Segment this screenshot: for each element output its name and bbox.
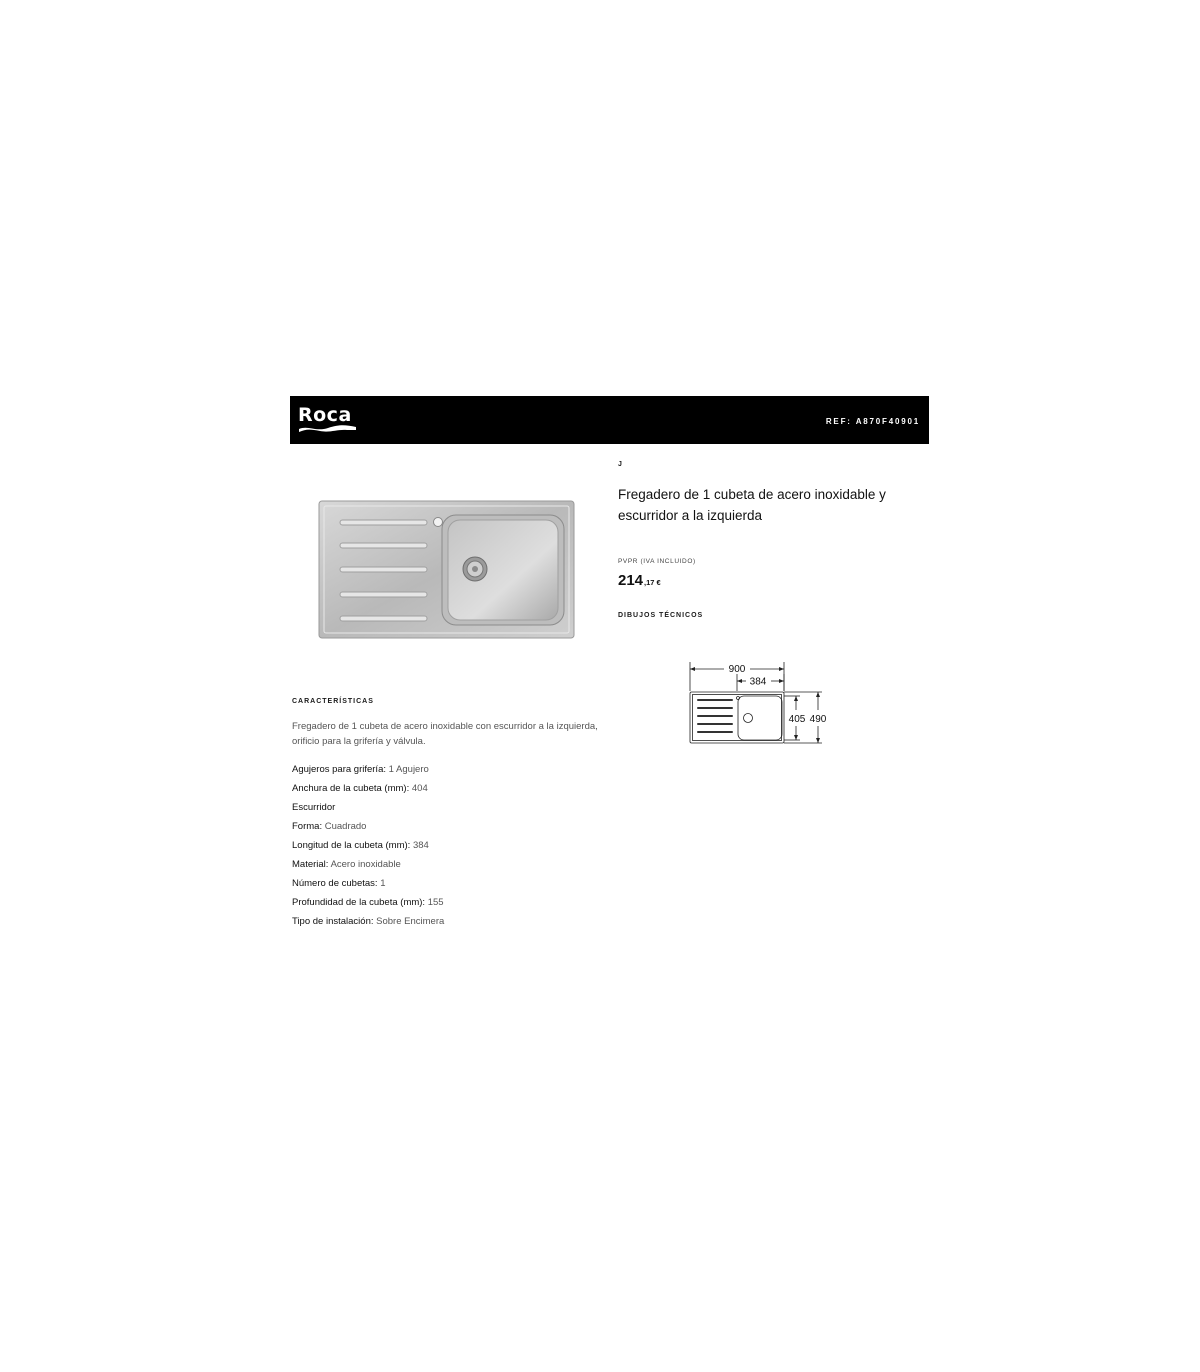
spec-item <box>292 858 444 877</box>
features-heading: CARACTERÍSTICAS <box>292 698 374 705</box>
dim-total-height: 490 <box>809 714 827 725</box>
spec-key: Tipo de instalación: <box>292 916 374 927</box>
spec-value: Sobre Encimera <box>376 916 445 927</box>
price <box>618 572 661 589</box>
spec-key: Longitud de la cubeta (mm): <box>292 840 411 851</box>
spec-key: Número de cubetas: <box>292 878 378 889</box>
spec-key: Anchura de la cubeta (mm): <box>292 783 410 794</box>
spec-value: 404 <box>411 783 428 794</box>
wave-icon <box>298 404 360 434</box>
roca-logo[interactable] <box>298 404 360 434</box>
spec-value: 1 Agujero <box>388 764 429 775</box>
price-label: PVPR (IVA INCLUIDO) <box>618 558 696 565</box>
dim-bowl-width: 384 <box>749 676 767 688</box>
spec-value: 384 <box>412 840 429 851</box>
spec-key: Forma: <box>292 821 323 832</box>
product-title: Fregadero de 1 cubeta de acero inoxidable y escurridor a la izquierda <box>618 487 886 523</box>
dim-total-width: 900 <box>728 664 746 675</box>
spec-value: 1 <box>380 878 386 889</box>
spec-item <box>292 915 444 934</box>
spec-item <box>292 877 444 896</box>
spec-key: Escurridor <box>292 802 336 813</box>
ref-value: A870F40901 <box>855 417 920 426</box>
spec-item <box>292 839 444 858</box>
spec-key: Profundidad de la cubeta (mm): <box>292 897 426 908</box>
ref-label: REF: <box>825 417 852 426</box>
price-decimals: ,17 € <box>644 578 661 587</box>
spec-item <box>292 782 444 801</box>
spec-list <box>292 763 444 934</box>
brand-name: Roca <box>298 404 352 426</box>
technical-drawing <box>684 658 834 750</box>
spec-item <box>292 763 444 782</box>
spec-value: Acero inoxidable <box>330 859 401 870</box>
spec-value: 155 <box>427 897 444 908</box>
spec-item <box>292 820 444 839</box>
spec-key: Agujeros para grifería: <box>292 764 386 775</box>
spec-item <box>292 896 444 915</box>
header-bar <box>290 396 929 444</box>
spec-item <box>292 801 444 820</box>
spec-key: Material: <box>292 859 329 870</box>
features-description: Fregadero de 1 cubeta de acero inoxidable con escurridor a la izquierda, orificio para la grifería y válvula. <box>292 721 598 747</box>
spec-value: Cuadrado <box>324 821 367 832</box>
technical-drawings-heading: DIBUJOS TÉCNICOS <box>618 612 704 619</box>
series-letter: J <box>618 461 622 468</box>
dim-bowl-height: 405 <box>788 714 806 725</box>
product-photo <box>318 500 576 640</box>
price-integer: 214 <box>618 572 644 589</box>
reference-code <box>826 417 920 426</box>
